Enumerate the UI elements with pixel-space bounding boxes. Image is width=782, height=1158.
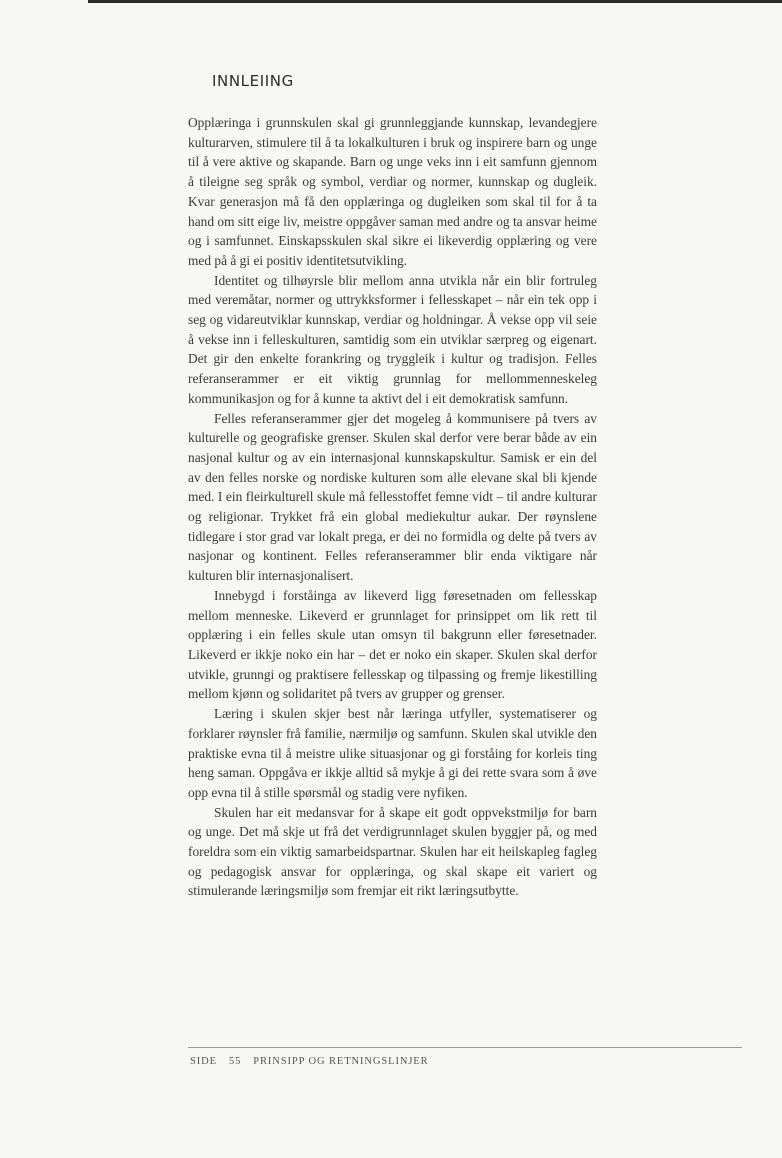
body-text bbox=[188, 113, 597, 901]
footer-section-title: PRINSIPP OG RETNINGSLINJER bbox=[253, 1056, 429, 1067]
footer-page-number: 55 bbox=[228, 1056, 242, 1067]
paragraph-4: Innebygd i forståinga av likeverd ligg føresetnaden om fellesskap mellom menneske. Likeverd er grunnlaget for prinsippet om lik rett til opplæring i ein felles skule utan omsyn til bakgrunn eller føresetnader. Likeverd er ikkje noko ein har – det er noko ein skaper. Skulen skal derfor utvikle, grunngi og praktisere fellesskap og tilpassing og fremje likestilling mellom kjønn og solidaritet på tvers av grupper og grenser. bbox=[188, 587, 597, 702]
paragraph-2: Identitet og tilhøyrsle blir mellom anna utvikla når ein blir fortruleg med veremåtar, normer og uttrykksformer i fellesskapet – når ein tek opp i seg og vidareutviklar kunnskap, verdiar og holdningar. Å vekse opp vil seie å vekse inn i felleskulturen, samtidig som ein utviklar særpreg og eigenart. Det gir den enkelte forankring og tryggleik i kultur og tradisjon. Felles referanserammer er eit viktig grunnlag for mellommenneskeleg kommunikasjon og for å kunne ta aktivt del i eit demokratisk samfunn. bbox=[188, 272, 597, 406]
paragraph-6: Skulen har eit medansvar for å skape eit godt oppvekstmiljø for barn og unge. Det må skje ut frå det verdigrunnlaget skulen byggjer på, og med foreldra som ein viktig samarbeidspartnar. Skulen har eit heilskapleg fagleg og pedagogisk ansvar for opplæringa, og skal skape eit variert og stimulerande læringsmiljø som fremjar eit rikt læringsutbytte. bbox=[188, 804, 597, 899]
section-heading: INNLEIING bbox=[212, 72, 294, 90]
paragraph-1: Opplæringa i grunnskulen skal gi grunnleggjande kunnskap, levandegjere kulturarven, stimulere til å ta lokalkulturen i bruk og inspirere barn og unge til å vere aktive og skapande. Barn og unge veks inn i eit samfunn gjennom å tileigne seg språk og symbol, verdiar og normer, kunnskap og dugleik. Kvar generasjon må få den opplæringa og dugleiken som skal til for å ta hand om sitt eige liv, meistre oppgåver saman med andre og ta ansvar heime og i samfunnet. Einskapsskulen skal sikre ei likeverdig opplæring og vere med på å gi ei positiv identitetsutvikling. bbox=[188, 115, 597, 268]
top-rule bbox=[88, 0, 782, 3]
footer-rule bbox=[188, 1047, 742, 1048]
paragraph-5: Læring i skulen skjer best når læringa utfyller, systematiserer og forklarer røynsler frå familie, nærmiljø og samfunn. Skulen skal utvikle den praktiske evna til å meistre ulike situasjonar og gi forståing for korleis ting heng saman. Oppgåva er ikkje alltid så mykje å gi dei rette svara som å øve opp evna til å stille spørsmål og stadig vere nyfiken. bbox=[188, 706, 597, 800]
page-footer bbox=[190, 1056, 441, 1067]
paragraph-3: Felles referanserammer gjer det mogeleg å kommunisere på tvers av kulturelle og geografiske grenser. Skulen skal derfor vere berar både av ein nasjonal kultur og av ein internasjonal kunnskapskultur. Samisk er ein del av den felles norske og nordiske kulturen som alle elevane skal bli kjende med. I ein fleirkulturell skule må fellesstoffet femne vidt – til andre kulturar og religionar. Trykket frå ein global mediekultur aukar. Der røynslene tidlegare i stor grad var lokalt prega, er dei no formidla og delte på tvers av nasjonar og kontinent. Felles referanserammer blir enda viktigare når kulturen blir internasjonalisert. bbox=[188, 410, 597, 584]
footer-side-label: SIDE bbox=[190, 1056, 217, 1067]
